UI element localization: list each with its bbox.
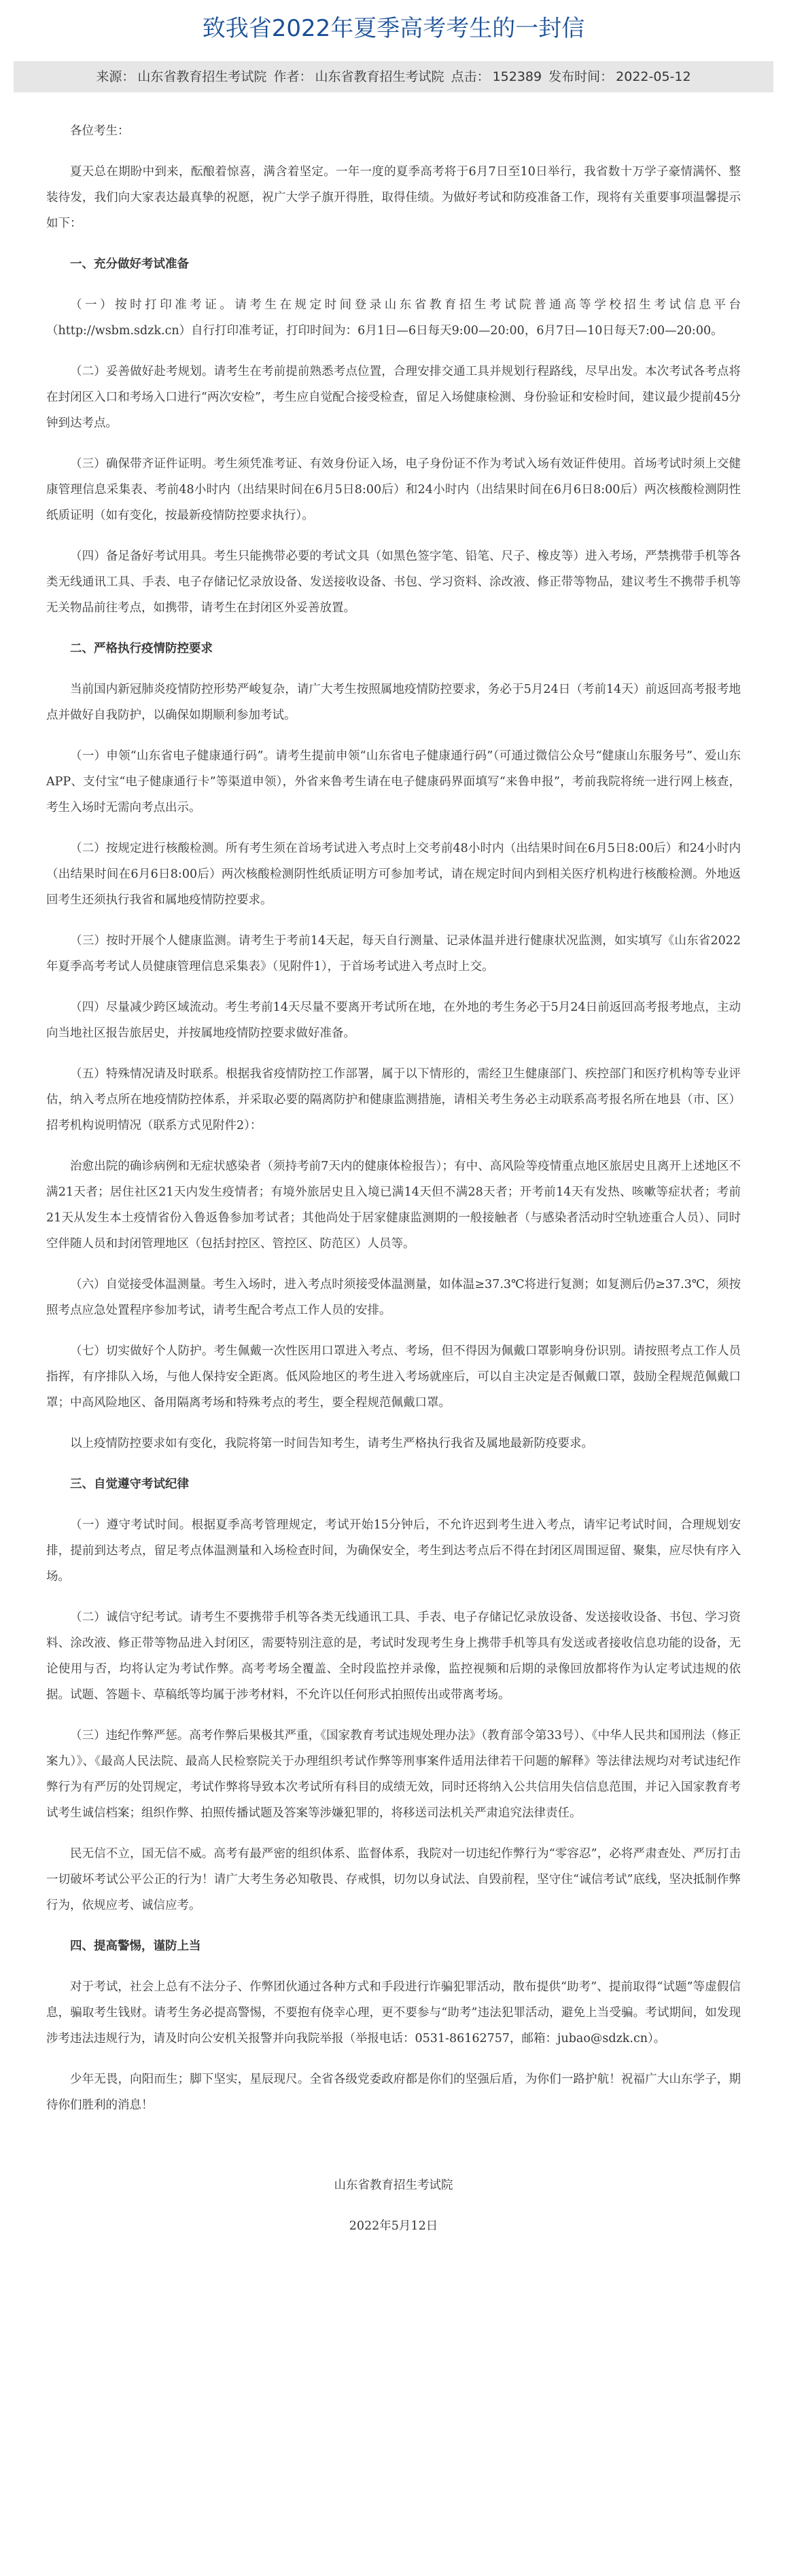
clicks-value: 152389 (492, 69, 542, 84)
paragraph: 以上疫情防控要求如有变化，我院将第一时间告知考生，请考生严格执行我省及属地最新防疫要求。 (70, 1437, 593, 1450)
paragraph: （一）申领“山东省电子健康通行码”。请考生提前申领“山东省电子健康通行码”（可通过微信公众号“健康山东服务号”、爱山东APP、支付宝“电子健康通行卡”等渠道申领），外省来鲁考生请在电子健康码界面填写“来鲁申报”，考前我院将统一进行网上核查，考生入场时无需向考点出示。 (46, 749, 741, 815)
paragraph: 对于考试，社会上总有不法分子、作弊团伙通过各种方式和手段进行诈骗犯罪活动，散布提供“助考”、提前取得“试题”等虚假信息，骗取考生钱财。请考生务必提高警惕，不要抱有侥幸心理，更不要参与“助考”违法犯罪活动，避免上当受骗。考试期间，如发现涉考违法违规行为，请及时向公安机关报警并向我院举报（举报电话：0531-86162757，邮箱：jubao@sdzk.cn）。 (46, 1980, 741, 2045)
paragraph: 当前国内新冠肺炎疫情防控形势严峻复杂，请广大考生按照属地疫情防控要求，务必于5月24日（考前14天）前返回高考报考地点并做好自我防护，以确保如期顺利参加考试。 (46, 683, 741, 722)
date-value: 2022-05-12 (616, 69, 691, 84)
section-heading-2: 二、严格执行疫情防控要求 (70, 642, 213, 656)
paragraph: （三）确保带齐证件证明。考生须凭准考证、有效身份证入场，电子身份证不作为考试入场有效证件使用。首场考试时须上交健康管理信息采集表、考前48小时内（出结果时间在6月5日8:00后）和24小时内（出结果时间在6月6日8:00后）两次核酸检测阴性纸质证明（如有变化，按最新疫情防控要求执行）。 (46, 457, 741, 522)
source-value: 山东省教育招生考试院 (137, 69, 267, 84)
intro-paragraph: 夏天总在期盼中到来，酝酿着惊喜，满含着坚定。一年一度的夏季高考将于6月7日至10日举行，我省数十万学子豪情满怀、整装待发，我们向大家表达最真挚的祝愿，祝广大学子旗开得胜，取得佳绩。为做好考试和防疫准备工作，现将有关重要事项温馨提示如下： (46, 165, 741, 230)
article-meta-bar (14, 61, 773, 92)
signature-org: 山东省教育招生考试院 (334, 2179, 453, 2192)
paragraph: （三）违纪作弊严惩。高考作弊后果极其严重，《国家教育考试违规处理办法》（教育部令第33号）、《中华人民共和国刑法（修正案九）》、《最高人民法院、最高人民检察院关于办理组织考试作弊等刑事案件适用法律若干问题的解释》等法律法规均对考试违纪作弊行为有严厉的处罚规定，考试作弊将导致本次考试所有科目的成绩无效，同时还将纳入公共信用失信信息范围，并记入国家教育考试考生诚信档案；组织作弊、拍照传播试题及答案等涉嫌犯罪的，将移送司法机关严肃追究法律责任。 (46, 1729, 741, 1820)
closing-paragraph: 少年无畏，向阳而生；脚下坚实，星辰现尺。全省各级党委政府都是你们的坚强后盾，为你们一路护航！祝福广大山东学子，期待你们胜利的消息！ (46, 2073, 741, 2112)
article-body (14, 92, 773, 2118)
section-heading-1: 一、充分做好考试准备 (70, 257, 189, 271)
paragraph: （二）诚信守纪考试。请考生不要携带手机等各类无线通讯工具、手表、电子存储记忆录放设备、发送接收设备、书包、学习资料、涂改液、修正带等物品进入封闭区，需要特别注意的是，考试时发现考生身上携带手机等具有发送或者接收信息功能的设备，无论使用与否，均将认定为考试作弊。高考考场全覆盖、全时段监控并录像，监控视频和后期的录像回放都将作为认定考试违规的依据。试题、答题卡、草稿纸等均属于涉考材料，不允许以任何形式拍照传出或带离考场。 (46, 1611, 741, 1702)
paragraph: （四）备足备好考试用具。考生只能携带必要的考试文具（如黑色签字笔、铅笔、尺子、橡皮等）进入考场，严禁携带手机等各类无线通讯工具、手表、电子存储记忆录放设备、发送接收设备、书包、学习资料、涂改液、修正带等物品，建议考生不携带手机等无关物品前往考点，如携带，请考生在封闭区外妥善放置。 (46, 550, 741, 615)
clicks-label: 点击： (451, 69, 490, 84)
article-page (14, 0, 773, 2239)
paragraph: （七）切实做好个人防护。考生佩戴一次性医用口罩进入考点、考场，但不得因为佩戴口罩影响身份识别。请按照考点工作人员指挥，有序排队入场，与他人保持安全距离。低风险地区的考生进入考场就座后，可以自主决定是否佩戴口罩，鼓励全程规范佩戴口罩；中高风险地区、备用隔离考场和特殊考点的考生，要全程规范佩戴口罩。 (46, 1344, 741, 1410)
paragraph: （五）特殊情况请及时联系。根据我省疫情防控工作部署，属于以下情形的，需经卫生健康部门、疾控部门和医疗机构等专业评估，纳入考点所在地疫情防控体系，并采取必要的隔离防护和健康监测措施，请相关考生务必主动联系高考报名所在地县（市、区）招考机构说明情况（联系方式见附件2）： (46, 1067, 741, 1132)
author-label: 作者： (273, 69, 313, 84)
article-title: 致我省2022年夏季高考考生的一封信 (202, 15, 585, 42)
date-label: 发布时间： (548, 69, 614, 84)
paragraph: （三）按时开展个人健康监测。请考生于考前14天起，每天自行测量、记录体温并进行健康状况监测，如实填写《山东省2022年夏季高考考试人员健康管理信息采集表》（见附件1），于首场考试进入考点时上交。 (46, 934, 741, 973)
section-heading-4: 四、提高警惕，谨防上当 (70, 1939, 201, 1953)
signature-block (14, 2172, 773, 2239)
section-heading-3: 三、自觉遵守考试纪律 (70, 1478, 189, 1491)
signature-date: 2022年5月12日 (349, 2219, 438, 2233)
paragraph: （二）按规定进行核酸检测。所有考生须在首场考试进入考点时上交考前48小时内（出结果时间在6月5日8:00后）和24小时内（出结果时间在6月6日8:00后）两次核酸检测阴性纸质证明方可参加考试，请在规定时间内到相关医疗机构进行核酸检测。外地返回考生还须执行我省和属地疫情防控要求。 (46, 842, 741, 907)
author-value: 山东省教育招生考试院 (315, 69, 444, 84)
paragraph: （一）按时打印准考证。请考生在规定时间登录山东省教育招生考试院普通高等学校招生考试信息平台（http://wsbm.sdzk.cn）自行打印准考证，打印时间为：6月1日—6日每天9:00—20:00，6月7日—10日每天7:00—20:00。 (46, 298, 741, 338)
salutation: 各位考生： (70, 124, 130, 138)
paragraph: （二）妥善做好赴考规划。请考生在考前提前熟悉考点位置，合理安排交通工具并规划行程路线，尽早出发。本次考试各考点将在封闭区入口和考场入口进行“两次安检”，考生应自觉配合接受检查，留足入场健康检测、身份验证和安检时间，建议最少提前45分钟到达考点。 (46, 365, 741, 430)
paragraph: 治愈出院的确诊病例和无症状感染者（须持考前7天内的健康体检报告）；有中、高风险等疫情重点地区旅居史且离开上述地区不满21天者；居住社区21天内发生疫情者；有境外旅居史且入境已满14天但不满28天者；开考前14天有发热、咳嗽等症状者；考前21天从发生本土疫情省份入鲁返鲁参加考试者；其他尚处于居家健康监测期的一般接触者（与感染者活动时空轨迹重合人员）、同时空伴随人员和封闭管理地区（包括封控区、管控区、防范区）人员等。 (46, 1160, 741, 1251)
paragraph: （四）尽量减少跨区域流动。考生考前14天尽量不要离开考试所在地，在外地的考生务必于5月24日前返回高考报考地点，主动向当地社区报告旅居史，并按属地疫情防控要求做好准备。 (46, 1001, 741, 1040)
paragraph: （六）自觉接受体温测量。考生入场时，进入考点时须接受体温测量，如体温≥37.3℃将进行复测；如复测后仍≥37.3℃，须按照考点应急处置程序参加考试，请考生配合考点工作人员的安排。 (46, 1278, 741, 1317)
paragraph: 民无信不立，国无信不威。高考有最严密的组织体系、监督体系，我院对一切违纪作弊行为“零容忍”，必将严肃查处、严厉打击一切破坏考试公平公正的行为！请广大考生务必知敬畏、存戒惧，切勿以身试法、自毁前程，坚守住“诚信考试”底线，坚决抵制作弊行为，依规应考、诚信应考。 (46, 1847, 741, 1912)
source-label: 来源： (96, 69, 135, 84)
paragraph: （一）遵守考试时间。根据夏季高考管理规定，考试开始15分钟后，不允许迟到考生进入考点，请牢记考试时间，合理规划安排，提前到达考点，留足考点体温测量和入场检查时间，为确保安全，考生到达考点后不得在封闭区周围逗留、聚集，应尽快有序入场。 (46, 1518, 741, 1584)
